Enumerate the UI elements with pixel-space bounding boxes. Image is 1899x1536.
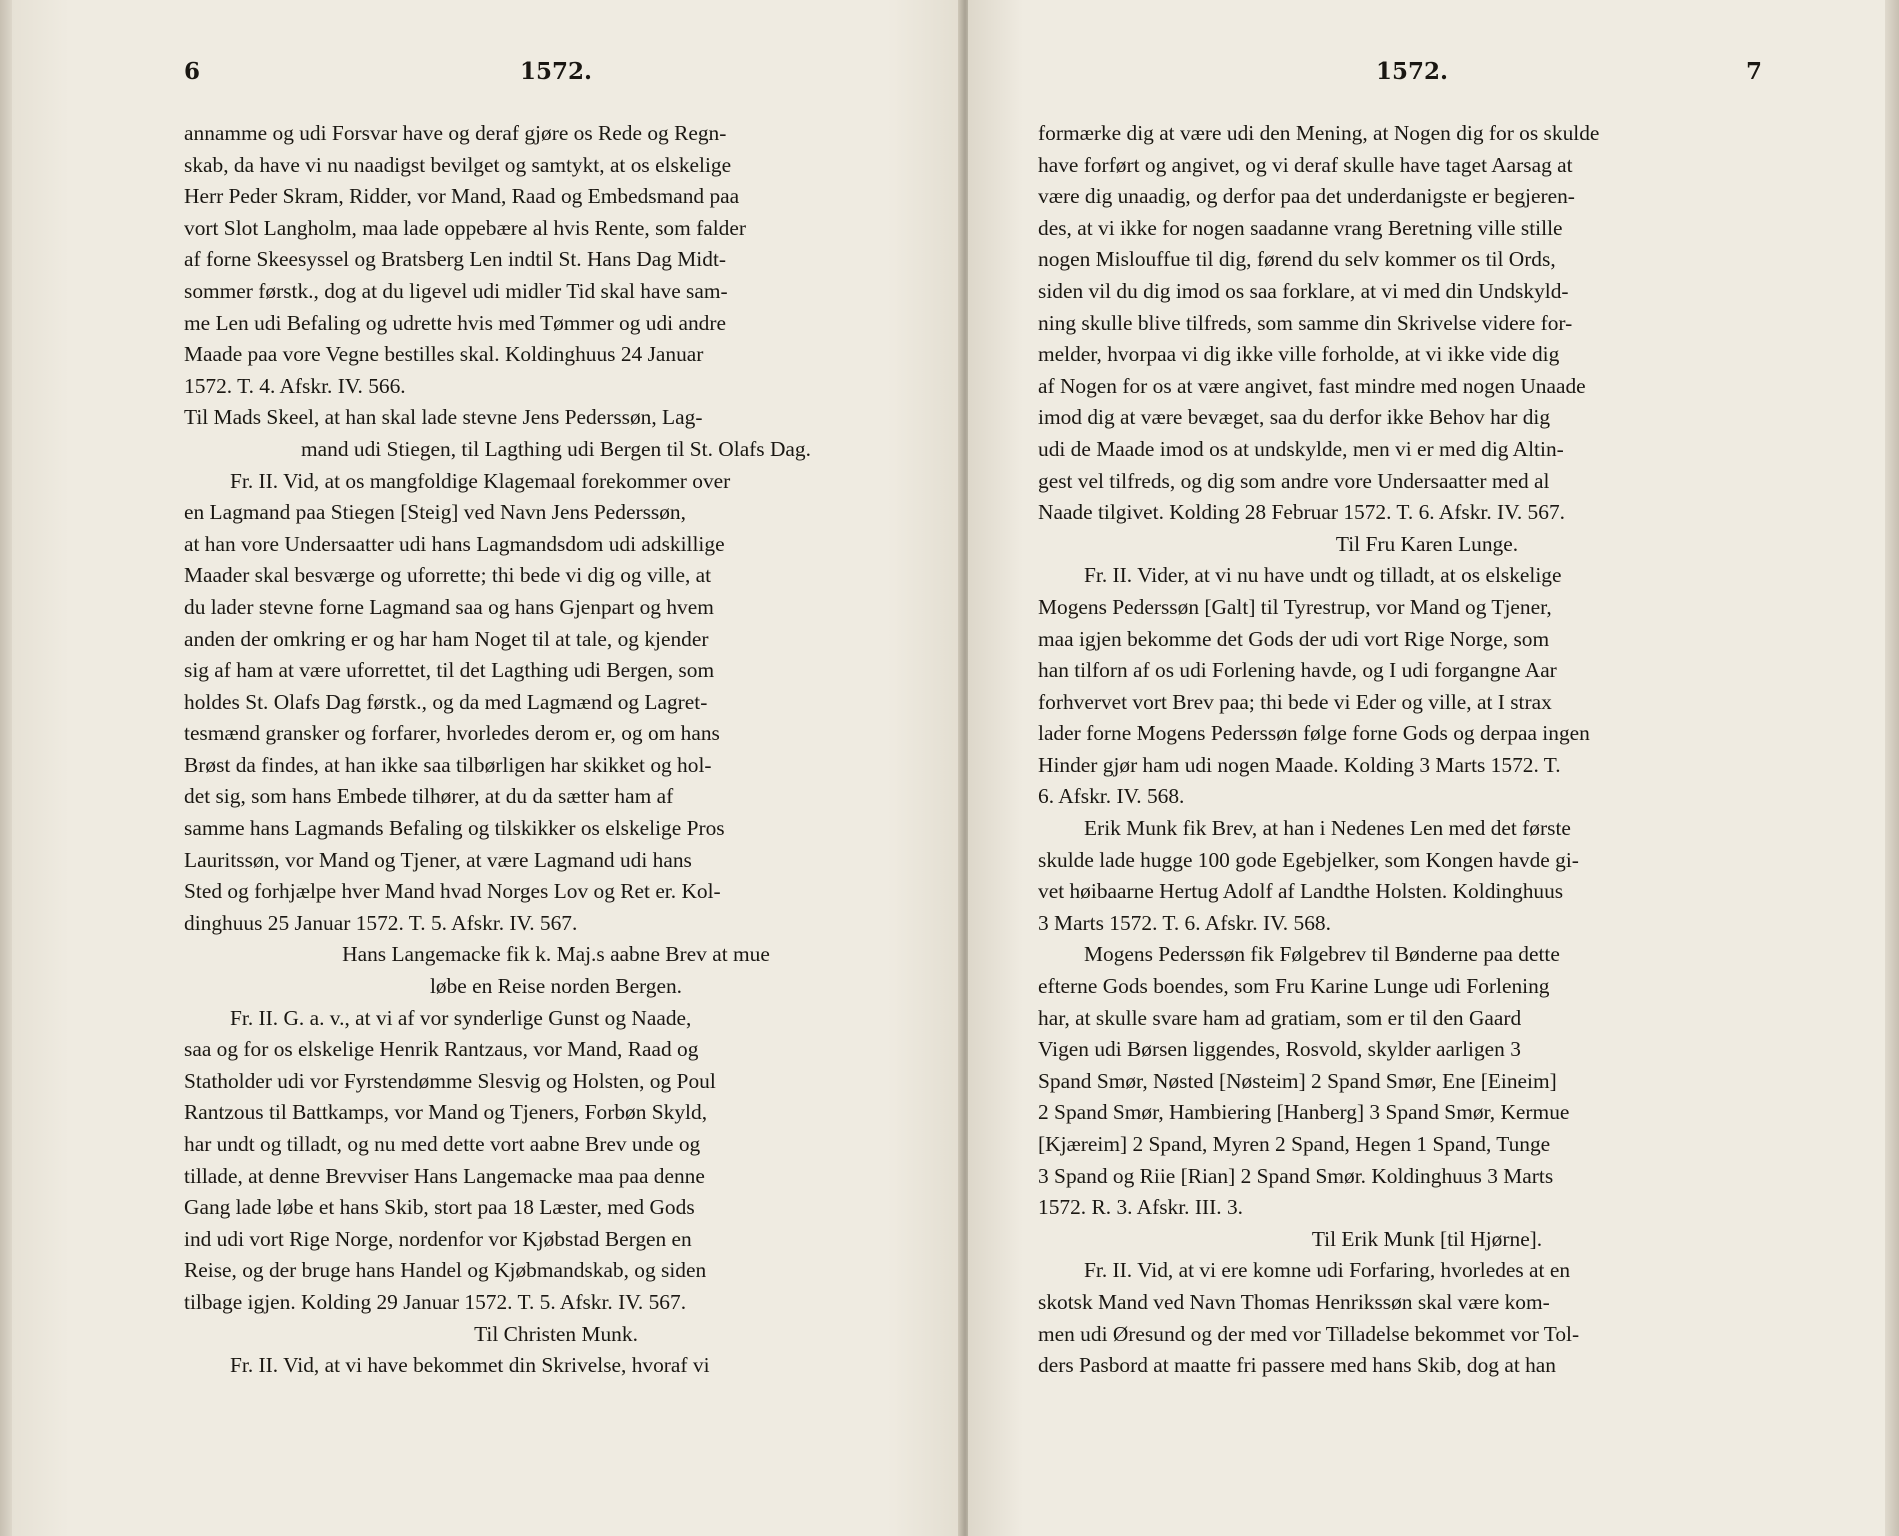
text-line: have forført og angivet, og vi deraf skulle have taget Aarsag at xyxy=(1038,152,1573,177)
text-line: Mogens Pederssøn [Galt] til Tyrestrup, vor Mand og Tjener, xyxy=(1038,594,1552,619)
text-line: tillade, at denne Brevviser Hans Langemacke maa paa denne xyxy=(184,1163,705,1188)
text-line: af forne Skeesyssel og Bratsberg Len indtil St. Hans Dag Midt- xyxy=(184,247,727,272)
text-line: være dig unaadig, og derfor paa det underdanigste er begjeren- xyxy=(1038,184,1575,209)
text-line: Til Mads Skeel, at han skal lade stevne Jens Pederssøn, Lag- xyxy=(184,405,703,430)
text-line: 2 Spand Smør, Hambiering [Hanberg] 3 Spand Smør, Kermue xyxy=(1038,1100,1570,1125)
book-right-edge xyxy=(1885,0,1899,1536)
text-line: lader forne Mogens Pederssøn følge forne Gods og derpaa ingen xyxy=(1038,721,1590,746)
text-line: [Kjæreim] 2 Spand, Myren 2 Spand, Hegen 1 Spand, Tunge xyxy=(1038,1132,1551,1156)
text-line: at han vore Undersaatter udi hans Lagmandsdom udi adskillige xyxy=(184,531,725,556)
right-page-body xyxy=(1038,118,1816,1382)
text-line: imod dig at være bevæget, saa du derfor ikke Behov har dig xyxy=(1038,405,1551,430)
text-line: vort Slot Langholm, maa lade oppebære al hvis Rente, som falder xyxy=(184,215,746,240)
text-line: saa og for os elskelige Henrik Rantzaus, vor Mand, Raad og xyxy=(184,1037,699,1062)
text-line: Spand Smør, Nøsted [Nøsteim] 2 Spand Smør, Ene [Eineim] xyxy=(1038,1068,1557,1093)
left-page xyxy=(12,0,964,1536)
text-line: udi de Maade imod os at undskylde, men vi er med dig Altin- xyxy=(1038,436,1564,461)
text-line: Lauritssøn, vor Mand og Tjener, at være Lagmand udi hans xyxy=(184,847,692,872)
text-line: Til Erik Munk [til Hjørne]. xyxy=(1311,1226,1543,1251)
text-line: men udi Øresund og der med vor Tilladelse bekommet vor Tol- xyxy=(1038,1321,1580,1346)
text-line: tesmænd gransker og forfarer, hvorledes derom er, og om hans xyxy=(184,721,720,746)
text-line: Gang lade løbe et hans Skib, stort paa 18 Læster, med Gods xyxy=(184,1195,695,1220)
text-line: efterne Gods boendes, som Fru Karine Lunge udi Forlening xyxy=(1038,974,1550,999)
text-line: Maader skal besværge og uforrette; thi bede vi dig og ville, at xyxy=(184,563,712,588)
text-line: siden vil du dig imod os saa forklare, at vi med din Undskyld- xyxy=(1038,278,1569,303)
text-line: ning skulle blive tilfreds, som samme din Skrivelse videre for- xyxy=(1038,310,1573,335)
text-line: Maade paa vore Vegne bestilles skal. Koldinghuus 24 Januar xyxy=(184,342,704,367)
text-line: 1572. R. 3. Afskr. III. 3. xyxy=(1038,1195,1243,1220)
text-line: nogen Mislouffue til dig, førend du selv kommer os til Ords, xyxy=(1038,247,1556,272)
text-line: løbe en Reise norden Bergen. xyxy=(429,974,683,999)
right-page-number: 7 xyxy=(1746,58,1763,85)
text-line: du lader stevne forne Lagmand saa og hans Gjenpart og hvem xyxy=(184,594,714,619)
right-running-head: 1572. xyxy=(1376,58,1449,85)
text-line: Erik Munk fik Brev, at han i Nedenes Len med det første xyxy=(1084,816,1571,841)
text-line: Fr. II. Vider, at vi nu have undt og tilladt, at os elskelige xyxy=(1084,563,1562,588)
text-line: Fr. II. Vid, at vi ere komne udi Forfaring, hvorledes at en xyxy=(1084,1258,1571,1283)
text-line: Fr. II. Vid, at vi have bekommet din Skrivelse, hvoraf vi xyxy=(230,1353,710,1378)
text-line: Til Fru Karen Lunge. xyxy=(1335,531,1519,556)
text-line: anden der omkring er og har ham Noget til at tale, og kjender xyxy=(184,626,709,651)
text-line: Hinder gjør ham udi nogen Maade. Kolding 3 Marts 1572. T. xyxy=(1038,752,1561,777)
text-line: mand udi Stiegen, til Lagthing udi Bergen til St. Olafs Dag. xyxy=(301,436,811,461)
text-line: Statholder udi vor Fyrstendømme Slesvig og Holsten, og Poul xyxy=(184,1068,716,1093)
text-line: sommer førstk., dog at du ligevel udi midler Tid skal have sam- xyxy=(184,278,728,303)
text-line: holdes St. Olafs Dag førstk., og da med Lagmænd og Lagret- xyxy=(184,689,708,714)
text-line: samme hans Lagmands Befaling og tilskikker os elskelige Pros xyxy=(184,816,725,841)
text-line: ind udi vort Rige Norge, nordenfor vor Kjøbstad Bergen en xyxy=(184,1226,692,1251)
text-line: af Nogen for os at være angivet, fast mindre med nogen Unaade xyxy=(1038,373,1586,398)
text-line: maa igjen bekomme det Gods der udi vort Rige Norge, som xyxy=(1038,626,1550,651)
text-line: melder, hvorpaa vi dig ikke ville forholde, at vi ikke vide dig xyxy=(1038,342,1560,367)
text-line: Fr. II. G. a. v., at vi af vor synderlige Gunst og Naade, xyxy=(230,1005,692,1030)
text-line: har undt og tilladt, og nu med dette vort aabne Brev unde og xyxy=(184,1132,701,1156)
text-line: en Lagmand paa Stiegen [Steig] ved Navn Jens Pederssøn, xyxy=(184,500,686,525)
text-line: Hans Langemacke fik k. Maj.s aabne Brev at mue xyxy=(342,942,770,967)
text-line: 6. Afskr. IV. 568. xyxy=(1038,784,1185,809)
left-page-number: 6 xyxy=(184,58,201,85)
text-line: 3 Marts 1572. T. 6. Afskr. IV. 568. xyxy=(1038,910,1331,935)
text-line: tilbage igjen. Kolding 29 Januar 1572. T. 5. Afskr. IV. 567. xyxy=(184,1289,687,1314)
text-line: gest vel tilfreds, og dig som andre vore Undersaatter med al xyxy=(1038,468,1550,493)
text-line: skotsk Mand ved Navn Thomas Henrikssøn skal være kom- xyxy=(1038,1289,1550,1314)
text-line: ders Pasbord at maatte fri passere med hans Skib, dog at han xyxy=(1038,1353,1556,1378)
text-line: sig af ham at være uforrettet, til det Lagthing udi Bergen, som xyxy=(184,658,715,683)
text-line: 3 Spand og Riie [Rian] 2 Spand Smør. Koldinghuus 3 Marts xyxy=(1038,1163,1554,1188)
text-line: 1572. T. 4. Afskr. IV. 566. xyxy=(184,373,406,398)
text-line: Naade tilgivet. Kolding 28 Februar 1572. T. 6. Afskr. IV. 567. xyxy=(1038,500,1565,525)
text-line: har, at skulle svare ham ad gratiam, som er til den Gaard xyxy=(1038,1005,1522,1030)
text-line: skulde lade hugge 100 gode Egebjelker, som Kongen havde gi- xyxy=(1038,847,1579,872)
text-line: Reise, og der bruge hans Handel og Kjøbmandskab, og siden xyxy=(184,1258,707,1283)
text-line: Herr Peder Skram, Ridder, vor Mand, Raad og Embedsmand paa xyxy=(184,184,740,209)
right-page xyxy=(968,0,1885,1536)
text-line: Til Christen Munk. xyxy=(474,1321,638,1346)
text-line: me Len udi Befaling og udrette hvis med Tømmer og udi andre xyxy=(184,310,726,335)
left-running-head: 1572. xyxy=(520,58,593,85)
text-line: Vigen udi Børsen liggendes, Rosvold, skylder aarligen 3 xyxy=(1038,1037,1521,1062)
text-line: forhvervet vort Brev paa; thi bede vi Eder og ville, at I strax xyxy=(1038,689,1552,714)
text-line: annamme og udi Forsvar have og deraf gjøre os Rede og Regn- xyxy=(184,121,727,145)
text-line: Mogens Pederssøn fik Følgebrev til Bønderne paa dette xyxy=(1084,942,1560,967)
text-line: han tilforn af os udi Forlening havde, og I udi forgangne Aar xyxy=(1038,658,1557,683)
text-line: Fr. II. Vid, at os mangfoldige Klagemaal forekommer over xyxy=(230,468,731,493)
text-line: vet høibaarne Hertug Adolf af Landthe Holsten. Koldinghuus xyxy=(1038,879,1564,904)
text-line: Brøst da findes, at han ikke saa tilbørligen har skikket og hol- xyxy=(184,752,712,777)
left-page-body xyxy=(184,118,928,1382)
text-line: det sig, som hans Embede tilhører, at du da sætter ham af xyxy=(184,784,674,809)
text-line: dinghuus 25 Januar 1572. T. 5. Afskr. IV. 567. xyxy=(184,910,578,935)
text-line: Rantzous til Battkamps, vor Mand og Tjeners, Forbøn Skyld, xyxy=(184,1100,708,1125)
text-line: formærke dig at være udi den Mening, at Nogen dig for os skulde xyxy=(1038,121,1600,145)
text-line: des, at vi ikke for nogen saadanne vrang Beretning ville stille xyxy=(1038,215,1563,240)
text-line: Sted og forhjælpe hver Mand hvad Norges Lov og Ret er. Kol- xyxy=(184,879,721,904)
text-line: skab, da have vi nu naadigst bevilget og samtykt, at os elskelige xyxy=(184,152,732,177)
